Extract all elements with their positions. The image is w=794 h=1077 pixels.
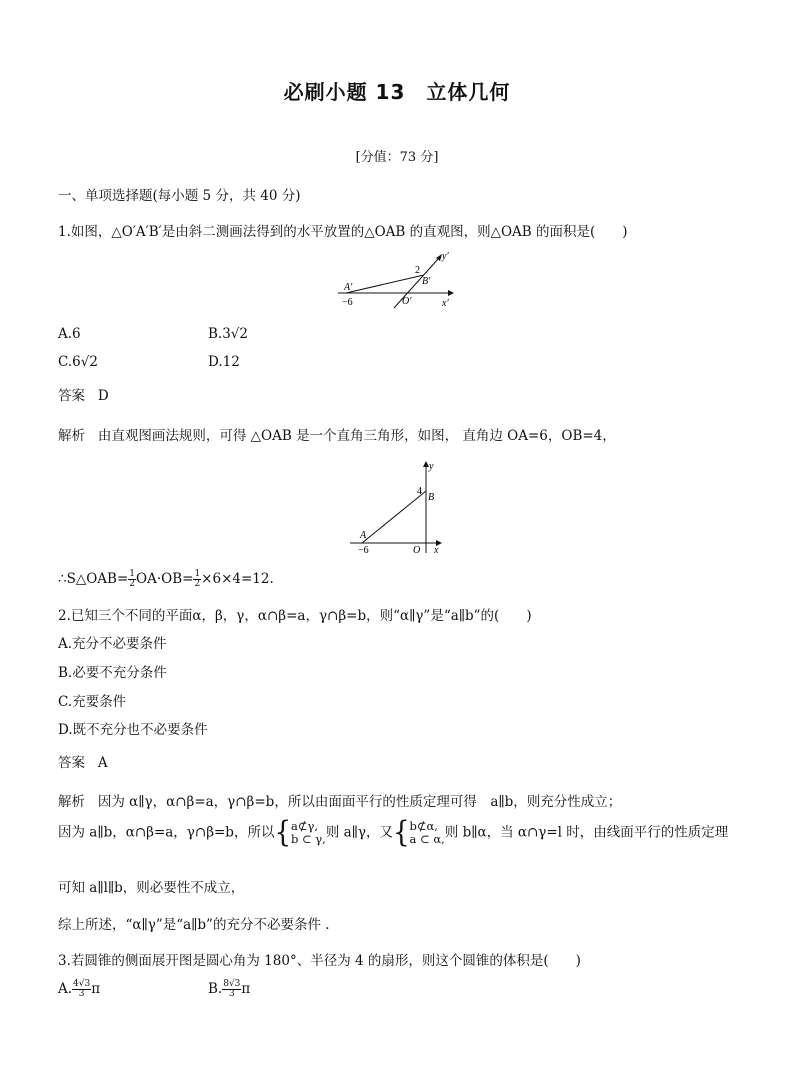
- conclusion-part2: OA·OB=: [136, 571, 194, 587]
- label-x: x: [434, 545, 439, 556]
- q1-option-d: D.12: [208, 354, 240, 370]
- fraction: $\frac{4√3}{3}$: [73, 979, 91, 999]
- fraction-half: $\frac{1}{2}$: [129, 569, 136, 589]
- q2-answer: A: [97, 755, 108, 771]
- q2-analysis-row-2: [58, 816, 729, 850]
- q2-analysis-row-4: 综上所述，“α∥γ”是“a∥b”的充分不必要条件 .: [58, 917, 330, 933]
- q2-analysis-2c: 则 b∥α，当 α∩γ=l 时，由线面平行的性质定理: [444, 824, 729, 841]
- q2-answer-row: [58, 751, 108, 771]
- q1-answer-row: [58, 384, 109, 404]
- label-y: y: [429, 461, 434, 472]
- q1-conclusion: [58, 570, 274, 589]
- left-brace: {: [274, 816, 291, 850]
- condition-system-2: b⊄α, a ⊂ α,: [409, 819, 445, 846]
- label-b-prime: B′: [422, 276, 431, 287]
- q1-option-c: C.6√2: [58, 354, 98, 370]
- q2-option-c: C.充要条件: [58, 694, 127, 710]
- q1-analysis-row: [58, 424, 616, 444]
- answer-label: 答案: [58, 755, 85, 771]
- q2-analysis-row-1: [58, 790, 621, 810]
- score-info: [分值：73 分]: [355, 150, 439, 165]
- fraction-half: $\frac{1}{2}$: [194, 569, 201, 589]
- q2-analysis-2a: 因为 a∥b，α∩β=a，γ∩β=b，所以: [58, 824, 275, 841]
- q1-figure-oblique: [336, 250, 460, 312]
- condition-system-1: a⊄γ, b ⊂ γ,: [291, 819, 326, 846]
- q2-stem: 2.已知三个不同的平面α，β，γ，α∩β=a，γ∩β=b，则“α∥γ”是“a∥b”的( ): [58, 608, 532, 624]
- label-four: 4: [417, 486, 422, 497]
- q2-option-b: B.必要不充分条件: [58, 665, 167, 681]
- answer-label: 答案: [58, 388, 85, 404]
- conclusion-part3: ×6×4=12.: [201, 571, 274, 587]
- conclusion-part1: ∴S△OAB=: [58, 571, 129, 587]
- x-axis-arrow: [448, 290, 454, 296]
- q1-stem: 1.如图，△O′A′B′是由斜二测画法得到的水平放置的△OAB 的直观图，则△OAB 的面积是( ): [58, 224, 628, 240]
- analysis-label: 解析: [58, 428, 85, 444]
- q3-stem: 3.若圆锥的侧面展开图是圆心角为 180°、半径为 4 的扇形，则这个圆锥的体积是( ): [58, 953, 581, 969]
- label-o-prime: O′: [402, 296, 412, 307]
- label-a-prime: A′: [344, 282, 353, 293]
- q1-option-a: A.6: [58, 326, 81, 342]
- q2-analysis-row-3: 可知 a∥l∥b，则必要性不成立，: [58, 880, 245, 896]
- q1-analysis: 由直观图画法规则，可得 △OAB 是一个直角三角形，如图， 直角边 OA=6，OB=4，: [97, 428, 616, 444]
- q2-analysis-1: 因为 α∥γ，α∩β=a，γ∩β=b，所以由面面平行的性质定理可得 a∥b，则充分性成立；: [97, 794, 622, 810]
- fraction: $\frac{8√3}{3}$: [223, 979, 241, 999]
- q2-analysis-2b: 则 a∥γ，又: [325, 824, 393, 841]
- label-o: O: [413, 545, 421, 556]
- page-title: 必刷小题 13 立体几何: [283, 80, 511, 104]
- q2-option-d: D.既不充分也不必要条件: [58, 722, 208, 738]
- segment-ab: [362, 491, 426, 543]
- q1-figure-right-triangle: [348, 458, 448, 556]
- q1-option-b: B.3√2: [208, 326, 248, 342]
- left-brace: {: [393, 816, 410, 850]
- label-a: A: [360, 530, 367, 541]
- q3-option-a: A. $\frac{4√3}{3}$ π: [58, 979, 101, 999]
- label-y-prime: y′: [442, 251, 449, 262]
- analysis-label: 解析: [58, 794, 85, 810]
- q2-option-a: A.充分不必要条件: [58, 636, 167, 652]
- label-two: 2: [415, 265, 420, 276]
- q1-answer: D: [97, 388, 109, 404]
- section-heading: 一、单项选择题(每小题 5 分，共 40 分): [58, 188, 301, 204]
- label-neg6: −6: [342, 297, 353, 308]
- label-neg6: −6: [358, 545, 369, 556]
- segment-ab: [346, 275, 424, 293]
- label-b: B: [428, 492, 435, 503]
- q3-option-b: B. $\frac{8√3}{3}$ π: [208, 979, 251, 999]
- label-x-prime: x′: [442, 298, 449, 309]
